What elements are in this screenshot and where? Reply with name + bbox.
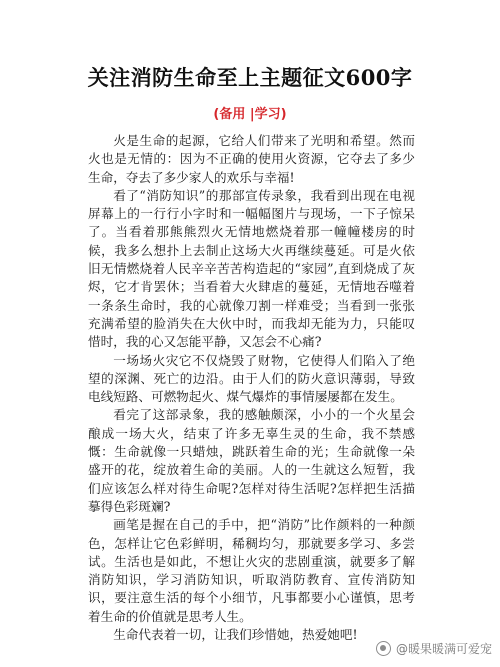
paragraph-2: 看了“消防知识”的那部宣传录象，我看到出现在电视屏幕上的一行行小字时和一幅幅图片与现场，一下子惊呆了。当看着那熊熊烈火无情地燃烧着那一幢幢楼房的时候，我多么想扑上去制止这场大火再继续蔓延。可是火依旧无情燃烧着人民辛辛苦苦构造起的“家园”,直到烧成了灰烬，它才肯罢休；当看着大火肆虐的蔓延，无情地吞噬着一条条生命时，我的心就像刀割一样难受；当看到一张张充满希望的脸消失在大伙中时，而我却无能为力，只能叹惜时，我的心又怎能平静，又怎会不心痛? (88, 187, 415, 350)
watermark (376, 640, 492, 657)
watermark-text: @暖果暖满可爱宠 (395, 642, 492, 656)
paragraph-4: 看完了这部录象，我的感触颇深，小小的一个火星会酿成一场大火，结束了许多无辜生灵的生命，我不禁感慨：生命就像一只蜡烛，跳跃着生命的光；生命就像一朵盛开的花，绽放着生命的美丽。人的一生就这么短暂，我们应该怎么样对待生命呢?怎样对待生活呢?怎样把生活描摹得色彩斑斓? (88, 407, 415, 514)
document-subtitle: (备用 |学习) (213, 107, 287, 122)
paragraph-5: 画笔是握在自己的手中，把“消防”比作颜料的一种颜色，怎样让它色彩鲜明，稀稠均匀，那就要多学习、多尝试。生活也是如此，不想让火灾的悲剧重演，就要多了解消防知识，学习消防知识，听取消防教育、宣传消防知识，要注意生活的每个小细节，凡事都要小心谨慎，思考着生命的价值就是思考人生。 (88, 517, 415, 624)
document-body (88, 132, 415, 644)
paragraph-6: 生命代表着一切，让我们珍惜她，热爱她吧! (113, 627, 358, 643)
paragraph-1: 火是生命的起源，它给人们带来了光明和希望。然而火也是无情的：因为不正确的使用火资源，它夺去了多少生命，夺去了多少家人的欢乐与幸福! (88, 133, 415, 185)
paragraph-3: 一场场火灾它不仅烧毁了财物，它使得人们陷入了绝望的深渊、死亡的边沿。由于人们的防火意识薄弱，导致电线短路、可燃物起火、煤气爆炸的事情屡屡都在发生。 (88, 352, 415, 405)
document-title: 关注消防生命至上主题征文600字 (87, 65, 413, 90)
logo-circle-icon (376, 641, 391, 656)
